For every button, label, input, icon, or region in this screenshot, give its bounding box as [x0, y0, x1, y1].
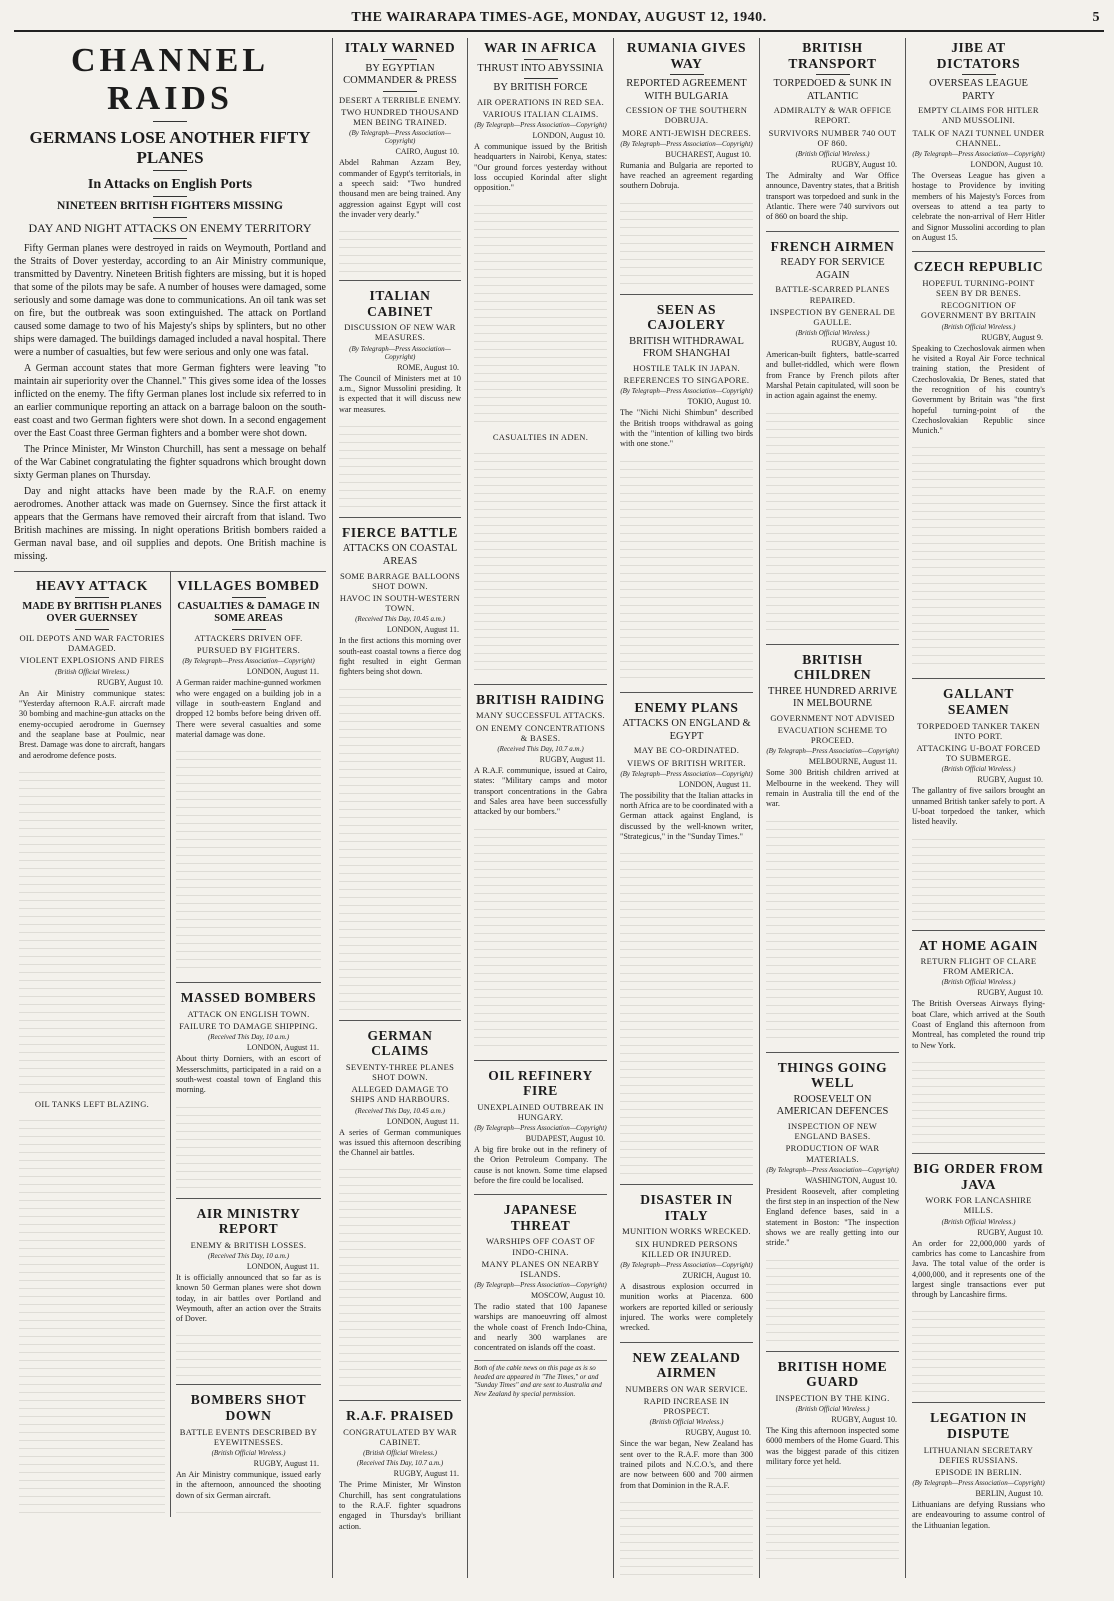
dateline: MELBOURNE, August 11.	[808, 757, 897, 767]
subheadline: In Attacks on English Ports	[87, 177, 253, 193]
divider	[524, 59, 558, 60]
divider	[153, 121, 187, 122]
deck: INSPECTION OF NEW ENGLAND BASES.	[787, 1121, 878, 1142]
story-legation-in-dispute	[912, 1402, 1045, 1531]
dateline: BUDAPEST, August 10.	[525, 1134, 605, 1144]
headline: SEEN AS CAJOLERY	[647, 301, 726, 333]
text-column-fill	[19, 765, 165, 1095]
dateline: BUCHAREST, August 10.	[665, 149, 751, 159]
story-gallant-seamen	[912, 678, 1045, 921]
text-column-fill	[620, 454, 753, 684]
dateline: MOSCOW, August 10.	[531, 1291, 605, 1301]
dateline: LONDON, August 10.	[532, 131, 605, 141]
text-column-fill	[912, 832, 1045, 922]
divider	[153, 170, 187, 171]
story-body: The Overseas League has given a hostage to Providence by inviting members of his Majesty's Forces from overseas to attend a tea party to celebrate the non-arrival of Herr Hitler and Signor Mussolini according to plan on August 15.	[912, 170, 1045, 242]
headline: JIBE AT DICTATORS	[936, 40, 1021, 71]
text-column-fill	[766, 1253, 899, 1343]
headline: ITALY WARNED	[344, 40, 456, 55]
divider	[153, 217, 187, 218]
story-massed-bombers	[176, 982, 321, 1189]
headline: FRENCH AIRMEN	[770, 238, 895, 254]
wire-credit: (British Official Wireless.)	[795, 149, 870, 158]
dateline: RUGBY, August 10.	[977, 775, 1043, 785]
story-villages-bombed	[176, 578, 321, 974]
headline: MASSED BOMBERS	[180, 990, 317, 1006]
dateline: RUGBY, August 9.	[981, 332, 1043, 342]
deck: MADE BY BRITISH PLANES OVER GUERNSEY	[22, 600, 162, 625]
deck: TORPEDOED TANKER TAKEN INTO PORT.	[917, 720, 1040, 741]
text-column-fill	[766, 406, 899, 636]
deck: SURVIVORS NUMBER 740 OUT OF 860.	[768, 127, 897, 148]
story-body: The "Nichi Nichi Shimbun" described the British troops withdrawal as going with the "intention of killing two birds with one stone."	[620, 408, 753, 449]
deck: INSPECTION BY THE KING.	[775, 1392, 890, 1403]
wire-credit: (British Official Wireless.)	[211, 1448, 286, 1457]
deck: DISCUSSION OF NEW WAR MEASURES.	[344, 322, 456, 343]
deck: PURSUED BY FIGHTERS.	[196, 645, 301, 656]
story-raf-praised	[339, 1400, 461, 1532]
dateline: LONDON, August 11.	[246, 1261, 319, 1271]
story-body: An Air Ministry communique states: "Yesterday afternoon R.A.F. aircraft made 30 bombing and machine-gun attacks on the enemy-occupied aerodrome in Guernsey and the seaplane base at Poulmic, near Brest. Damage was done to aircraft, hangars and aerodrome defence posts.	[19, 688, 165, 760]
deck: ATTACK ON ENGLISH TOWN.	[187, 1008, 310, 1019]
wire-credit: (By Telegraph—Press Association—Copyright)	[349, 129, 451, 146]
deck: EMPTY CLAIMS FOR HITLER AND MUSSOLINI.	[918, 105, 1039, 126]
wire-credit: (British Official Wireless.)	[55, 667, 129, 676]
story-body: The gallantry of five sailors brought an unnamed British tanker safely to port. A U-boat torpedoed the tanker, which listed heavily.	[912, 786, 1045, 827]
text-column-fill	[620, 846, 753, 1176]
deck: EPISODE IN BERLIN.	[935, 1466, 1022, 1477]
story-body: Speaking to Czechoslovak airmen when he visited a Royal Air Force technical training station, the President of Czechoslovakia, Dr Benes, stated that the recognition of his country's Government by Britain was "the first hopeful turning-point of the Czechoslovakian Republic since Munich."	[912, 343, 1045, 436]
paragraph: A German account states that more German fighters were leaving "to maintain air superiority over the Channel." This gives some idea of the losses inflicted on the enemy. The fifty German planes lost include six referred to in an earlier communique reporting an attack on a barrage baloon on the south-east coast and two German fighters were shot down. In a second engagement over the East Coast three German fighters and a bomber were shot down.	[14, 363, 326, 440]
wire-credit: (By Telegraph—Press Association—Copyright)	[766, 747, 899, 756]
story-things-going-well	[766, 1052, 899, 1343]
story-channel-raids	[14, 42, 326, 563]
story-czech-republic	[912, 251, 1045, 670]
deck: REPORTED AGREEMENT WITH BULGARIA	[626, 78, 747, 102]
deck: DAY AND NIGHT ATTACKS ON ENEMY TERRITORY	[28, 220, 312, 235]
story-body: The radio stated that 100 Japanese warships are manoeuvring off almost the whole coast of French Indo-China, and nearly 300 warplanes are concentrated on islands off the coast.	[474, 1302, 607, 1353]
story-british-raiding	[474, 684, 607, 1052]
wire-credit: (By Telegraph—Press Association—Copyright)	[620, 387, 753, 396]
subheadline: GERMANS LOSE ANOTHER FIFTY PLANES	[29, 128, 311, 167]
paragraph: Fifty German planes were destroyed in raids on Weymouth, Portland and the Straits of Dover yesterday, according to an Air Ministry communique, transmitted by Daventry. Nineteen British fighters are missing, but it is hoped that some of the pilots may be safe. A number of houses were damaged, some seriously and some damage was done to communications. An oil tank was set on fire, but the outbreak was soon extinguished. The attack on Portland caused some damage to two of his Majesty's ships by splinters, but no other ships were damaged. The buildings damaged included a naval hospital. There were a number of casualties, but few were serious and only one was fatal.	[14, 243, 326, 359]
dateline: BERLIN, August 10.	[975, 1489, 1043, 1499]
divider	[816, 74, 850, 75]
headline: BOMBERS SHOT DOWN	[190, 1392, 307, 1423]
wire-credit: (British Official Wireless.)	[363, 1449, 437, 1458]
text-column-fill	[620, 1495, 753, 1578]
wire-credit: (By Telegraph—Press Association—Copyright)	[474, 121, 607, 130]
text-column-fill	[176, 1505, 321, 1518]
divider	[670, 74, 704, 75]
story-british-home-guard	[766, 1351, 899, 1562]
deck: VIEWS OF BRITISH WRITER.	[627, 757, 746, 768]
story-italian-cabinet	[339, 280, 461, 509]
headline: DISASTER IN ITALY	[640, 1192, 733, 1223]
story-disaster-in-italy	[620, 1184, 753, 1333]
headline: VILLAGES BOMBED	[177, 578, 320, 594]
dateline: RUGBY, August 11.	[393, 1469, 459, 1479]
divider	[153, 196, 187, 197]
deck: THRUST INTO ABYSSINIA	[477, 62, 604, 74]
headline: WAR IN AFRICA	[484, 40, 597, 55]
story-body: A communique issued by the British headquarters in Nairobi, Kenya, states: "Our ground forces yesterday without loss occupied Korindal after slight opposition."	[474, 142, 607, 193]
story-seen-as-cajolery	[620, 294, 753, 684]
deck: RETURN FLIGHT OF CLARE FROM AMERICA.	[920, 956, 1037, 977]
text-column-fill	[339, 224, 461, 272]
divider	[383, 91, 417, 92]
headline: ENEMY PLANS	[634, 699, 739, 715]
text-column-fill	[339, 419, 461, 509]
story-body: Rumania and Bulgaria are reported to have reached an agreement regarding southern Dobruja.	[620, 160, 753, 191]
text-column-fill	[176, 1100, 321, 1190]
wire-credit: (British Official Wireless.)	[941, 978, 1016, 987]
deck: ATTACKS ON COASTAL AREAS	[342, 543, 458, 568]
dateline: CAIRO, August 10.	[395, 147, 459, 157]
story-rumania	[620, 40, 753, 286]
headline: AT HOME AGAIN	[918, 937, 1039, 953]
deck: BRITISH WITHDRAWAL FROM SHANGHAI	[629, 335, 744, 360]
story-big-order-from-java	[912, 1153, 1045, 1394]
story-body: A big fire broke out in the refinery of the Orion Petroleum Company. The cause is not known. Some time elapsed before the fire could be localised.	[474, 1145, 607, 1186]
dateline: ROME, August 10.	[397, 362, 459, 372]
story-british-transport	[766, 40, 899, 223]
dateline: LONDON, August 11.	[246, 1043, 319, 1053]
story-fierce-battle	[339, 517, 461, 1012]
deck: AIR OPERATIONS IN RED SEA.	[476, 96, 605, 107]
deck: OVERSEAS LEAGUE PARTY	[929, 78, 1028, 102]
story-japanese-threat	[474, 1194, 607, 1398]
divider	[153, 238, 187, 239]
wire-credit: (By Telegraph—Press Association—Copyright)	[912, 149, 1045, 158]
deck: SOME BARRAGE BALLOONS SHOT DOWN.	[339, 570, 461, 591]
story-war-in-africa	[474, 40, 607, 676]
deck: MANY SUCCESSFUL ATTACKS.	[476, 710, 605, 721]
deck: MUNITION WORKS WRECKED.	[622, 1226, 751, 1237]
deck: UNEXPLAINED OUTBREAK IN HUNGARY.	[477, 1101, 604, 1122]
headline: THINGS GOING WELL	[777, 1059, 888, 1091]
divider	[75, 597, 109, 598]
headline: AIR MINISTRY REPORT	[196, 1205, 301, 1237]
headline: GALLANT SEAMEN	[943, 686, 1014, 717]
headline: JAPANESE THREAT	[503, 1202, 578, 1233]
dateline: LONDON, August 11.	[678, 779, 751, 789]
divider	[232, 629, 266, 630]
wire-credit: (By Telegraph—Press Association—Copyright)	[620, 139, 753, 148]
text-column-fill	[766, 1471, 899, 1561]
wire-credit: (By Telegraph—Press Association—Copyright)	[182, 657, 315, 666]
deck: BATTLE EVENTS DESCRIBED BY EYEWITNESSES.	[179, 1426, 318, 1447]
deck: TORPEDOED & SUNK IN ATLANTIC	[773, 78, 892, 102]
deck: HAVOC IN SOUTH-WESTERN TOWN.	[339, 593, 461, 614]
deck: ROOSEVELT ON AMERICAN DEFENCES	[776, 1093, 889, 1118]
column-3	[467, 38, 613, 1578]
deck: ON ENEMY CONCENTRATIONS & BASES.	[475, 722, 606, 743]
dateline: RUGBY, August 10.	[831, 339, 897, 349]
deck: MORE ANTI-JEWISH DECREES.	[621, 127, 752, 138]
deck: TALK OF NAZI TUNNEL UNDER CHANNEL.	[912, 127, 1045, 148]
wire-credit: (British Official Wireless.)	[941, 1217, 1016, 1226]
text-column-fill	[620, 196, 753, 286]
deck: HOPEFUL TURNING-POINT SEEN BY DR BENES.	[922, 277, 1035, 298]
deck: EVACUATION SCHEME TO PROCEED.	[777, 725, 888, 746]
deck: MAY BE CO-ORDINATED.	[633, 745, 740, 756]
wire-credit: (By Telegraph—Press Association—Copyright)	[766, 1165, 899, 1174]
dateline: RUGBY, August 10.	[97, 677, 163, 687]
story-italy-warned	[339, 40, 461, 272]
deck: REFERENCES TO SINGAPORE.	[623, 375, 750, 386]
deck: DESERT A TERRIBLE ENEMY.	[339, 94, 461, 105]
headline: BRITISH CHILDREN	[793, 651, 872, 683]
column-1	[14, 38, 332, 1578]
received-note: (Received This Day, 10 a.m.)	[207, 1251, 290, 1260]
story-heavy-attack	[19, 578, 165, 1517]
deck: ATTACKS ON ENGLAND & EGYPT	[622, 718, 751, 742]
story-jibe-at-dictators	[912, 40, 1045, 243]
newspaper-page	[14, 8, 1104, 1583]
text-column-fill	[176, 1328, 321, 1376]
story-bombers-shot-down	[176, 1384, 321, 1517]
deck: NINETEEN BRITISH FIGHTERS MISSING	[57, 200, 283, 213]
deck: RAPID INCREASE IN PROSPECT.	[643, 1395, 730, 1417]
deck: ATTACKERS DRIVEN OFF.	[194, 633, 303, 644]
deck: BATTLE-SCARRED PLANES REPAIRED.	[775, 284, 890, 305]
deck: SIX HUNDRED PERSONS KILLED OR INJURED.	[635, 1238, 738, 1259]
headline: LEGATION IN DISPUTE	[930, 1410, 1027, 1441]
deck: THREE HUNDRED ARRIVE IN MELBOURNE	[768, 685, 897, 710]
story-oil-refinery-fire	[474, 1060, 607, 1187]
story-new-zealand-airmen	[620, 1342, 753, 1578]
wire-credit: (By Telegraph—Press Association—Copyright)	[349, 344, 451, 361]
masthead	[14, 8, 1104, 32]
wire-credit: (By Telegraph—Press Association—Copyright)	[474, 1281, 607, 1290]
wire-credit: (By Telegraph—Press Association—Copyright)	[620, 1260, 753, 1269]
text-column-fill	[766, 814, 899, 1044]
paragraph: Day and night attacks have been made by the R.A.F. on enemy aerodromes. Another attack was made on Guernsey. Since the first attack it appears that the Germans have removed their aircraft from that island. Two British machines are missing. In night operations British bombers raided a German naval base, and oil supplies and depots. One British machine is missing.	[14, 486, 326, 563]
dateline: RUGBY, August 10.	[977, 988, 1043, 998]
headline: CZECH REPUBLIC	[913, 259, 1044, 275]
deck: BY BRITISH FORCE	[493, 82, 588, 94]
deck: CONGRATULATED BY WAR CABINET.	[343, 1427, 457, 1448]
crosshead: OIL TANKS LEFT BLAZING.	[34, 1098, 150, 1109]
deck: ATTACKING U-BOAT FORCED TO SUBMERGE.	[916, 742, 1041, 764]
story-french-airmen	[766, 231, 899, 636]
deck: ADMIRALTY & WAR OFFICE REPORT.	[773, 105, 892, 126]
deck: VIOLENT EXPLOSIONS AND FIRES	[19, 655, 165, 666]
dateline: TOKIO, August 10.	[687, 397, 751, 407]
headline: RUMANIA GIVES WAY	[626, 40, 747, 71]
divider	[383, 59, 417, 60]
headline: R.A.F. PRAISED	[346, 1408, 454, 1424]
crosshead: CASUALTIES IN ADEN.	[492, 431, 589, 442]
deck: WARSHIPS OFF COAST OF INDO-CHINA.	[486, 1236, 595, 1257]
dateline: RUGBY, August 10.	[977, 1227, 1043, 1237]
story-british-children	[766, 644, 899, 1044]
wire-credit: (By Telegraph—Press Association—Copyright)	[912, 1479, 1045, 1488]
story-body: The Admiralty and War Office announce, Daventry states, that a British transport was torpedoed and sunk in the Atlantic. There were 740 survivors out of 860 on board the ship.	[766, 170, 899, 222]
story-body: Some 300 British children arrived at Melbourne in the weekend. They will remain in Australia till the end of the war.	[766, 768, 899, 809]
story-body: Abdel Rahman Azzam Bey, commander of Egypt's territorials, in a speech said: "Two hundred thousand men are being trained. Any aggression against Egypt will cost the invader very dearly."	[339, 158, 461, 219]
story-body: An Air Ministry communique, issued early in the afternoon, announced the shooting down of six German aircraft.	[176, 1469, 321, 1500]
wire-credit: (British Official Wireless.)	[795, 1404, 870, 1413]
deck: FAILURE TO DAMAGE SHIPPING.	[179, 1021, 318, 1032]
deck: LITHUANIAN SECRETARY DEFIES RUSSIANS.	[923, 1444, 1034, 1465]
deck: RECOGNITION OF GOVERNMENT BY BRITAIN	[920, 300, 1037, 321]
story-body: The possibility that the Italian attacks in north Africa are to be coordinated with a German attack against England, is discussed by the well-known writer, "Strategicus," in the "Sunday Times."	[620, 790, 753, 842]
story-body: The Prime Minister, Mr Winston Churchill, has sent congratulations to the R.A.F. fighter squadrons engaged in Thursday's brilliant action.	[339, 1480, 461, 1531]
headline: ITALIAN CABINET	[367, 288, 433, 319]
text-column-fill	[474, 446, 607, 676]
wire-credit: (British Official Wireless.)	[795, 329, 870, 338]
story-body: In the first actions this morning over south-east coastal towns a fierce dog fight resulted in eight German fighters being shot down.	[339, 636, 461, 677]
received-note: (Received This Day, 10.7 a.m.)	[497, 744, 584, 753]
text-column-fill	[339, 1162, 461, 1392]
text-column-fill	[176, 744, 321, 974]
dateline: RUGBY, August 10.	[831, 1414, 897, 1424]
dateline: LONDON, August 11.	[386, 1116, 459, 1126]
dateline: WASHINGTON, August 10.	[805, 1175, 897, 1185]
deck: CESSION OF THE SOUTHERN DOBRUJA.	[625, 105, 748, 126]
text-column-fill	[19, 1113, 165, 1517]
divider	[524, 78, 558, 79]
text-column-fill	[912, 1055, 1045, 1145]
divider	[232, 597, 266, 598]
headline: FIERCE BATTLE	[342, 524, 458, 540]
deck: SEVENTY-THREE PLANES SHOT DOWN.	[345, 1061, 455, 1082]
headline: CHANNEL RAIDS	[70, 42, 270, 117]
subcolumn-villages	[170, 572, 326, 1517]
dateline: LONDON, August 11.	[386, 625, 459, 635]
dateline: ZURICH, August 10.	[682, 1270, 751, 1280]
column-4	[613, 38, 759, 1578]
headline: BRITISH HOME GUARD	[777, 1358, 888, 1390]
deck: ALLEGED DAMAGE TO SHIPS AND HARBOURS.	[350, 1084, 450, 1105]
wire-credit: (British Official Wireless.)	[941, 322, 1016, 331]
story-german-claims	[339, 1020, 461, 1393]
story-body: The King this afternoon inspected some 6000 members of the Home Guard. This was the biggest parade of this citizen military force yet held.	[766, 1425, 899, 1466]
deck: GOVERNMENT NOT ADVISED	[770, 712, 895, 723]
story-enemy-plans	[620, 692, 753, 1177]
headline: BRITISH RAIDING	[476, 691, 605, 707]
received-note: (Received This Day, 10.7 a.m.)	[356, 1459, 444, 1468]
wire-credit: (British Official Wireless.)	[941, 765, 1016, 774]
story-body: American-built fighters, battle-scarred and bullet-riddled, which were flown from France by French pilots after Marshal Petain capitulated, will soon be in action again against the enemy.	[766, 350, 899, 401]
column-5	[759, 38, 905, 1578]
headline: NEW ZEALAND AIRMEN	[632, 1349, 741, 1381]
deck: ENEMY & BRITISH LOSSES.	[190, 1239, 307, 1250]
deck: MANY PLANES ON NEARBY ISLANDS.	[481, 1258, 600, 1279]
deck: WORK FOR LANCASHIRE MILLS.	[925, 1195, 1032, 1216]
wire-credit: (British Official Wireless.)	[649, 1418, 724, 1427]
paragraph: The Prince Minister, Mr Winston Churchill, has sent a message on behalf of the War Cabinet congratulating the fighter squadrons which brought down sixty German planes on Thursday.	[14, 444, 326, 482]
deck: INSPECTION BY GENERAL DE GAULLE.	[769, 306, 896, 327]
story-at-home-again	[912, 930, 1045, 1146]
deck: BY EGYPTIAN COMMANDER & PRESS	[343, 62, 457, 87]
dateline: LONDON, August 11.	[246, 667, 319, 677]
text-column-fill	[912, 1304, 1045, 1394]
headline: GERMAN CLAIMS	[367, 1027, 433, 1059]
text-column-fill	[339, 682, 461, 1012]
headline: BIG ORDER FROM JAVA	[913, 1161, 1044, 1192]
deck: READY FOR SERVICE AGAIN	[780, 257, 885, 281]
story-air-ministry-report	[176, 1198, 321, 1377]
text-column-fill	[474, 198, 607, 428]
divider	[962, 74, 996, 75]
dateline: RUGBY, August 11.	[539, 754, 605, 764]
column-6	[905, 38, 1051, 1578]
dateline: RUGBY, August 10.	[831, 159, 897, 169]
wire-credit: (By Telegraph—Press Association—Copyright)	[620, 769, 753, 778]
story-body: A German raider machine-gunned workmen who were engaged on a building job in a village in south-eastern England and dropped 12 bombs before being driven off. There were several casualties and some material damage was done.	[176, 678, 321, 740]
headline: BRITISH TRANSPORT	[788, 40, 877, 71]
subcolumn-heavy-attack	[14, 572, 170, 1517]
text-column-fill	[474, 822, 607, 1052]
received-note: (Received This Day, 10 a.m.)	[207, 1033, 290, 1042]
story-body: A R.A.F. communique, issued at Cairo, states: "Military camps and motor transport concentrations in the Gabra and Sales area have been successfully attacked by our bombers."	[474, 765, 607, 817]
headline: HEAVY ATTACK	[35, 578, 149, 594]
deck: PRODUCTION OF WAR MATERIALS.	[785, 1143, 880, 1164]
story-body: An order for 22,000,000 yards of cambrics has come to Lancashire from Java. The total value of the order is 4,000,000, and it represents one of the largest single transactions ever put through by Lancashire firms.	[912, 1238, 1045, 1300]
lead-body	[14, 242, 326, 563]
dateline: RUGBY, August 11.	[253, 1458, 319, 1468]
deck: VARIOUS ITALIAN CLAIMS.	[482, 108, 599, 119]
received-note: (Received This Day, 10.45 a.m.)	[355, 1106, 445, 1115]
story-body: The Council of Ministers met at 10 a.m., Signor Mussolini presiding. It is expected that it will discuss new war measures.	[339, 373, 461, 414]
dateline: RUGBY, August 10.	[685, 1428, 751, 1438]
deck: HOSTILE TALK IN JAPAN.	[633, 362, 740, 373]
story-body: It is officially announced that so far as is known 50 German planes were shot down today, in air battles over Portland and Weymouth, after an action over the Straits of Dover.	[176, 1272, 321, 1324]
story-body: A disastrous explosion occurred in munition works at Piacenza. 600 workers are reported killed or seriously injured. The works were completely wrecked.	[620, 1281, 753, 1333]
wire-credit: (By Telegraph—Press Association—Copyright)	[474, 1124, 607, 1133]
divider	[75, 629, 109, 630]
received-note: (Received This Day, 10.45 a.m.)	[355, 615, 445, 624]
story-body: Since the war began, New Zealand has sent over to the R.A.F. more than 300 trained pilots and N.C.O.'s, and there are now between 600 and 700 airmen from that Dominion in the R.A.F.	[620, 1439, 753, 1490]
story-body: A series of German communiques was issued this afternoon describing the Channel air battles.	[339, 1127, 461, 1158]
column-2	[332, 38, 467, 1578]
subcolumns	[14, 571, 326, 1517]
text-column-fill	[912, 440, 1045, 670]
story-body: About thirty Dorniers, with an escort of Messerschmitts, participated in a raid on a south-west coastal town of England this morning.	[176, 1054, 321, 1095]
dateline: LONDON, August 10.	[970, 159, 1043, 169]
headline: OIL REFINERY FIRE	[488, 1067, 593, 1099]
deck: NUMBERS ON WAR SERVICE.	[625, 1383, 748, 1394]
story-body: President Roosevelt, after completing the first step in an inspection of the New England defence bases, said in a statement in Boston: "The inspection shows we are really getting into our stride."	[766, 1186, 899, 1248]
deck: TWO HUNDRED THOUSAND MEN BEING TRAINED.	[341, 106, 459, 128]
story-body: The British Overseas Airways flying-boat Clare, which arrived at the South Coast of England this afternoon from Montreal, has completed the round trip to New York.	[912, 999, 1045, 1050]
page-number: 5	[1092, 10, 1100, 25]
footnote: Both of the cable news on this page as is so headed are appeared in "The Times," or and "Sunday Times" and are sent to Australia and New Zealand by special permission.	[474, 1360, 607, 1399]
deck: CASUALTIES & DAMAGE IN SOME AREAS	[177, 600, 320, 625]
masthead-title: THE WAIRARAPA TIMES-AGE, MONDAY, AUGUST 12, 1940.	[351, 10, 767, 25]
deck: OIL DEPOTS AND WAR FACTORIES DAMAGED.	[19, 633, 165, 654]
story-body: Lithuanians are defying Russians who are endeavouring to assume control of the Lithuanian legation.	[912, 1500, 1045, 1530]
